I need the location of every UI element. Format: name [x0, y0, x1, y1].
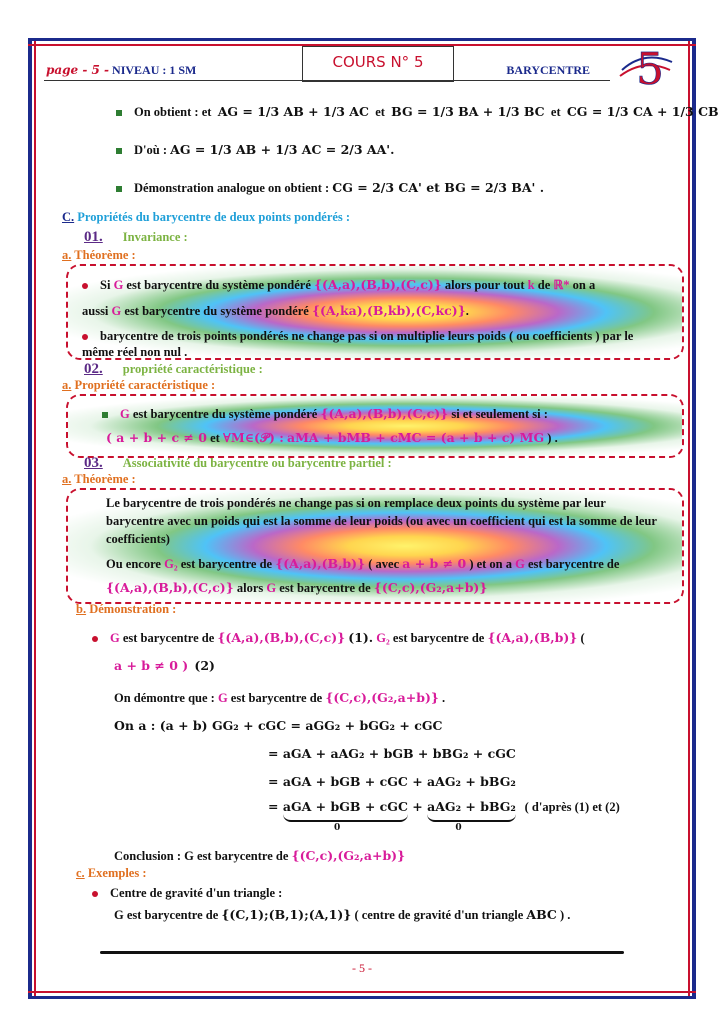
frame-left-blue: [28, 38, 32, 999]
example-2-note: ( centre de gravité d'un triangle: [354, 908, 524, 922]
eq-line-0: On a : (a + b) GG₂ + cGC = aGG₂ + bGG₂ + cGC: [114, 718, 443, 733]
t2-g: G: [515, 557, 525, 571]
theorem-box-invariance: [66, 264, 684, 360]
d3-text2: est barycentre de: [230, 691, 323, 705]
eq-zeros: [92, 822, 702, 834]
eq3-group-b: aAG₂ + bBG₂: [427, 796, 516, 822]
intro-bullet-1: [116, 104, 719, 120]
d1-paren: (: [580, 631, 585, 645]
d3-text: On démontre que :: [114, 691, 215, 705]
assoc-text: Le barycentre de trois pondérés ne change pas si on remplace deux points du système par leur barycentre avec un poids qui est la somme de leur poids (ou avec un coefficient qui est la somme de leur coefficients): [106, 496, 657, 546]
s03-num: 03.: [84, 455, 103, 471]
example-2-system: {(C,1);(B,1);(A,1)}: [221, 907, 352, 922]
formula-cg-bg: CG = 2/3 CA' et BG = 2/3 BA' .: [332, 180, 545, 195]
formula-cg: CG = 1/3 CA + 1/3 CB: [566, 104, 719, 119]
conclusion: [92, 842, 702, 870]
d1-system: {(A,a),(B,b),(C,c)}: [217, 630, 346, 645]
t2-ona: ) et on a: [469, 557, 513, 571]
sub-c-title: Exemples :: [87, 866, 147, 880]
page-label: page - 5 -: [46, 63, 110, 77]
zero-1: 0: [334, 823, 341, 833]
d1-g2: G₂: [376, 631, 390, 645]
l1-text: est barycentre du système pondéré: [132, 407, 318, 421]
square-bullet-icon: [116, 110, 122, 116]
et-1: et: [375, 105, 385, 119]
s01-sub-a-title: Théorème :: [74, 248, 136, 262]
intro-b1-prefix: On obtient : et: [134, 105, 212, 119]
footer-page-number: - 5 -: [352, 961, 372, 975]
s03-sub-a-letter: a.: [62, 472, 72, 486]
frame-bottom: [28, 996, 696, 999]
intro-b3-prefix: Démonstration analogue on obtient :: [134, 181, 330, 195]
eq-line-3: [92, 796, 702, 822]
examples-block: [92, 882, 702, 926]
example-2-end: ) .: [560, 908, 571, 922]
demo-line-3: [92, 684, 702, 712]
s03-sub-b: [76, 602, 176, 617]
s01-sub-a: [62, 248, 136, 263]
concl-label: Conclusion :: [114, 849, 182, 863]
t2-text2: est barycentre de: [528, 557, 620, 571]
d2-ref2: (2): [194, 658, 215, 673]
red-bullet-icon: [92, 636, 98, 642]
frame-left-red: [34, 38, 36, 999]
p1-text: est barycentre du système pondéré: [126, 278, 311, 292]
d1-system2: {(A,a),(B,b)}: [487, 630, 578, 645]
t3-system: {(A,a),(B,b),(C,c)}: [106, 580, 234, 595]
p1-system-k: {(A,ka),(B,kb),(C,kc)}: [311, 303, 466, 318]
s01-num: 01.: [84, 229, 103, 245]
s02-heading: [84, 360, 263, 378]
square-bullet-icon: [116, 186, 122, 192]
concl-system: {(C,c),(G₂,a+b)}: [291, 848, 406, 863]
section-c-heading: [62, 210, 350, 225]
logo-digit: 5: [636, 44, 664, 90]
level-label: NIVEAU : 1 SM: [112, 63, 197, 77]
property-line-2: [102, 426, 668, 450]
p1-ona: on a: [572, 278, 596, 292]
sub-c-letter: c.: [76, 866, 85, 880]
t2-avec: ( avec: [368, 557, 400, 571]
red-bullet-icon: [82, 334, 88, 340]
d3-g: G: [217, 691, 228, 705]
square-bullet-icon: [116, 148, 122, 154]
l2-equation: aMA + bMB + cMC = (a + b + c) MG: [286, 430, 545, 445]
logo-five-icon: [614, 40, 676, 90]
eq3-plus: +: [412, 799, 423, 814]
l2-forall: ∀M∈(𝒫) :: [222, 430, 284, 445]
t2-g2: G₂: [164, 557, 178, 571]
red-bullet-icon: [92, 891, 98, 897]
s02-sub-a-letter: a.: [62, 378, 72, 392]
square-bullet-icon: [102, 412, 108, 418]
t2-cond: a + b ≠ 0: [402, 556, 467, 571]
header-left: [46, 63, 196, 78]
eq-line-2: = aGA + bGB + cGC + aAG₂ + bBG₂: [268, 774, 516, 789]
frame-bottom-red: [28, 991, 696, 993]
d2-cond: a + b ≠ 0 ): [114, 658, 189, 673]
s03-sub-b-title: Démonstration :: [89, 602, 177, 616]
example-1-text: Centre de gravité d'un triangle :: [110, 886, 283, 900]
intro-bullet-3: [116, 180, 544, 196]
property-line-1: [102, 402, 668, 426]
formula-bg: BG = 1/3 BA + 1/3 BC: [391, 104, 545, 119]
footer-rule: [100, 951, 624, 954]
assoc-line-3: [106, 576, 662, 600]
l2-et: et: [210, 431, 220, 445]
sub-c-heading: [76, 866, 147, 881]
s03-heading: [84, 454, 392, 472]
course-banner: [302, 46, 454, 82]
property-box: [66, 394, 684, 458]
eq3-group-a: aGA + bGB + cGC: [283, 796, 408, 822]
l2-end: ) .: [547, 431, 558, 445]
formula-ag: AG = 1/3 AB + 1/3 AC: [217, 104, 369, 119]
invariance-point-2: [82, 328, 668, 360]
demo-line-1: [92, 624, 702, 652]
intro-bullet-2: [116, 142, 394, 158]
p2-text: barycentre de trois points pondérés ne change pas si on multiplie leurs poids ( ou coefficients ) par le même réel non nul .: [82, 329, 634, 359]
et-2: et: [550, 105, 561, 119]
d1-text: est barycentre de: [122, 631, 215, 645]
section-c-letter: C.: [62, 210, 75, 224]
example-1: [92, 882, 702, 904]
section-c-title: Propriétés du barycentre de deux points pondérés :: [77, 210, 351, 224]
s01-title: Invariance :: [122, 230, 188, 244]
t3-text: est barycentre de: [279, 581, 371, 595]
s03-sub-a: [62, 472, 136, 487]
p1-system: {(A,a),(B,b),(C,c)}: [314, 277, 442, 292]
p1-k: k: [527, 278, 535, 292]
demo-block: [92, 624, 702, 870]
l2-cond: ( a + b + c ≠ 0: [106, 430, 207, 445]
p1-alors: alors pour tout: [444, 278, 525, 292]
t3-alors: alors: [236, 581, 264, 595]
p1-aussi: aussi: [82, 304, 109, 318]
s02-title: propriété caractéristique :: [122, 362, 263, 376]
eq3-note: ( d'après (1) et (2): [524, 800, 620, 814]
l1-iff: si et seulement si :: [451, 407, 548, 421]
zero-2: 0: [455, 823, 462, 833]
d3-system: {(C,c),(G₂,a+b)}: [325, 690, 439, 705]
d1-g: G: [110, 631, 120, 645]
t3-system2: {(C,c),(G₂,a+b)}: [373, 580, 488, 595]
s02-sub-a: [62, 378, 215, 393]
t2-system: {(A,a),(B,b)}: [275, 556, 366, 571]
s01-heading: [84, 228, 188, 246]
assoc-line-2: [106, 552, 662, 576]
associativity-box: [66, 488, 684, 604]
p1-reals: ℝ*: [553, 278, 570, 292]
example-2-abc: ABC: [526, 907, 557, 922]
topic-label: BARYCENTRE: [506, 63, 590, 77]
p1-de: de: [537, 278, 551, 292]
t2-text: est barycentre de: [180, 557, 273, 571]
invariance-point-1: [82, 272, 668, 324]
frame-top: [28, 38, 696, 41]
header-rule: [44, 80, 610, 81]
d1-text2: est barycentre de: [392, 631, 485, 645]
d1-ref1: (1).: [348, 630, 374, 645]
s01-sub-a-letter: a.: [62, 248, 72, 262]
p1-text2: est barycentre du système pondéré: [124, 304, 309, 318]
l1-g: G: [120, 407, 130, 421]
t2-ou: Ou encore: [106, 557, 161, 571]
s03-sub-a-title: Théorème :: [74, 472, 136, 486]
l1-system: {(A,a),(B,b),(C,c)}: [320, 406, 449, 421]
s02-num: 02.: [84, 361, 103, 377]
s02-sub-a-title: Propriété caractéristique :: [74, 378, 216, 392]
eq3-eq: =: [268, 799, 279, 814]
example-2: [92, 904, 702, 926]
course-title: COURS N° 5: [332, 53, 424, 71]
eq-line-1: = aGA + aAG₂ + bGB + bBG₂ + cGC: [268, 746, 516, 761]
p1-si: Si: [100, 278, 111, 292]
s03-sub-b-letter: b.: [76, 602, 87, 616]
d3-dot: .: [442, 691, 446, 705]
p1-g2: G: [111, 304, 122, 318]
page-header: [44, 44, 680, 90]
p1-dot: .: [465, 304, 469, 318]
concl-text: G est barycentre de: [184, 849, 289, 863]
demo-line-2: [92, 652, 702, 680]
formula-ag-final: AG = 1/3 AB + 1/3 AC = 2/3 AA'.: [170, 142, 395, 157]
red-bullet-icon: [82, 283, 88, 289]
t3-g: G: [266, 581, 277, 595]
p1-g: G: [113, 278, 124, 292]
example-2-text: G est barycentre de: [114, 908, 219, 922]
intro-b2-prefix: D'où :: [134, 143, 167, 157]
s03-title: Associativité du barycentre ou barycentre partiel :: [122, 456, 392, 470]
